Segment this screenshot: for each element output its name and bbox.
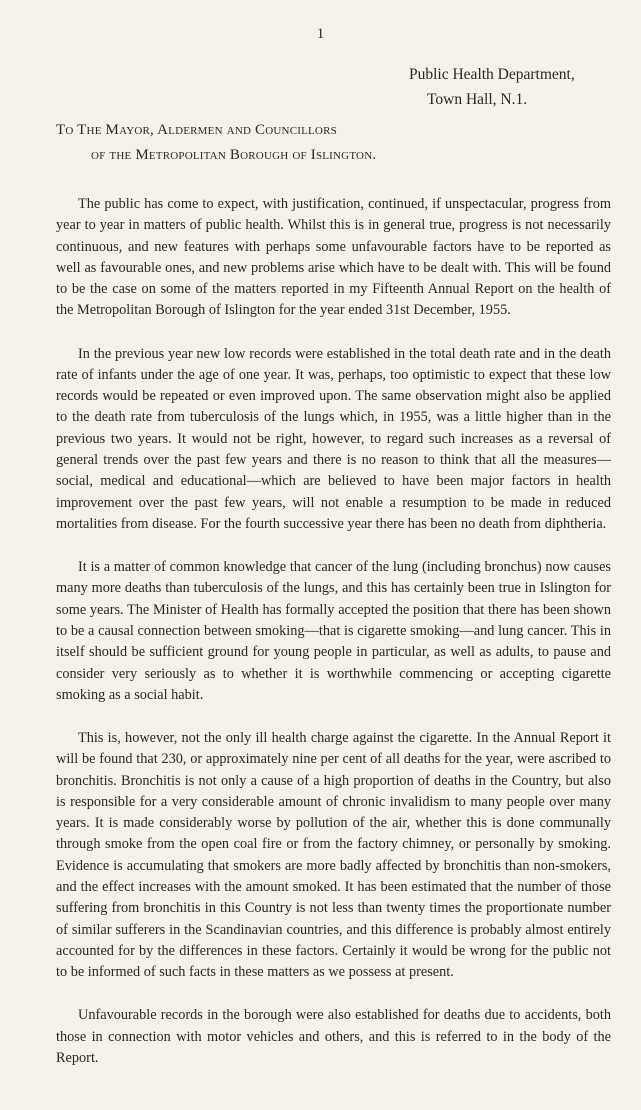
body-paragraph: Unfavourable records in the borough were also established for deaths due to accidents, both those in connection with motor vehicles and others, and this is referred to in the body of the Report. bbox=[56, 1007, 611, 1066]
body-paragraph: This is, however, not the only ill health charge against the cigarette. In the Annual Report it will be found that 230, or approximately nine per cent of all deaths for the year, were ascribed to bronchitis. Bronchitis is not only a cause of a high proportion of deaths in the Country, but also is responsible for a very considerable amount of chronic invalidism to many people over many years. It is made considerably worse by pollution of the air, whether this is done communally through smoke from the open coal fire or from the factory chimney, or personally by smoking. Evidence is accumulating that smokers are more badly affected by bronchitis than non-smokers, and the effect increases with the amount smoked. It has been estimated that the number of those suffering from bronchitis in this Country is not less than twenty times the proportionate number of similar sufferers in the Scandinavian countries, and this difference is probably almost entirely accounted for by the differences in these factors. Certainly it would be wrong for the public not to be informed of such facts in these matters as we possess at present. bbox=[56, 729, 611, 981]
address-line-1: Public Health Department, bbox=[409, 66, 575, 83]
sender-address bbox=[409, 62, 575, 112]
salutation-line-2: of the Metropolitan Borough of Islington. bbox=[91, 147, 377, 163]
page-number: 1 bbox=[316, 26, 325, 42]
report-body bbox=[56, 194, 611, 1091]
salutation bbox=[56, 118, 376, 168]
address-line-2: Town Hall, N.1. bbox=[427, 91, 528, 108]
body-paragraph: In the previous year new low records were established in the total death rate and in the death rate of infants under the age of one year. It was, perhaps, too optimistic to expect that these low records would be repeated or even improved upon. The same observation might also be applied to the death rate from tuberculosis of the lungs which, in 1955, was a little higher than in the previous two years. It would not be right, however, to regard such increases as a reversal of general trends over the past few years and there is no reason to think that all the measures—social, medical and educational—which are believed to have been major factors in health improvement over the past few years, will not enable a resumption to be made in reduced mortalities from disease. For the fourth successive year there has been no death from diphtheria. bbox=[56, 345, 611, 532]
salutation-line-1: To The Mayor, Aldermen and Councillors bbox=[56, 122, 337, 138]
body-paragraph: It is a matter of common knowledge that cancer of the lung (including bronchus) now causes many more deaths than tuberculosis of the lungs, and this has certainly been true in Islington for some years. The Minister of Health has formally accepted the position that there has been shown to be a causal connection between smoking—that is cigarette smoking—and lung cancer. This in itself should be sufficient ground for young people in particular, as well as adults, to pause and consider very seriously as to whether it is worthwhile commencing or accepting cigarette smoking as a social habit. bbox=[56, 559, 611, 703]
body-paragraph: The public has come to expect, with justification, continued, if unspectacular, progress from year to year in matters of public health. Whilst this is in general true, progress is not necessarily continuous, and new features with perhaps some unfavourable factors have to be reported as well as favourable ones, and new problems arise which have to be dealt with. This will be found to be the case on some of the matters reported in my Fifteenth Annual Report on the health of the Metropolitan Borough of Islington for the year ended 31st December, 1955. bbox=[56, 196, 611, 319]
